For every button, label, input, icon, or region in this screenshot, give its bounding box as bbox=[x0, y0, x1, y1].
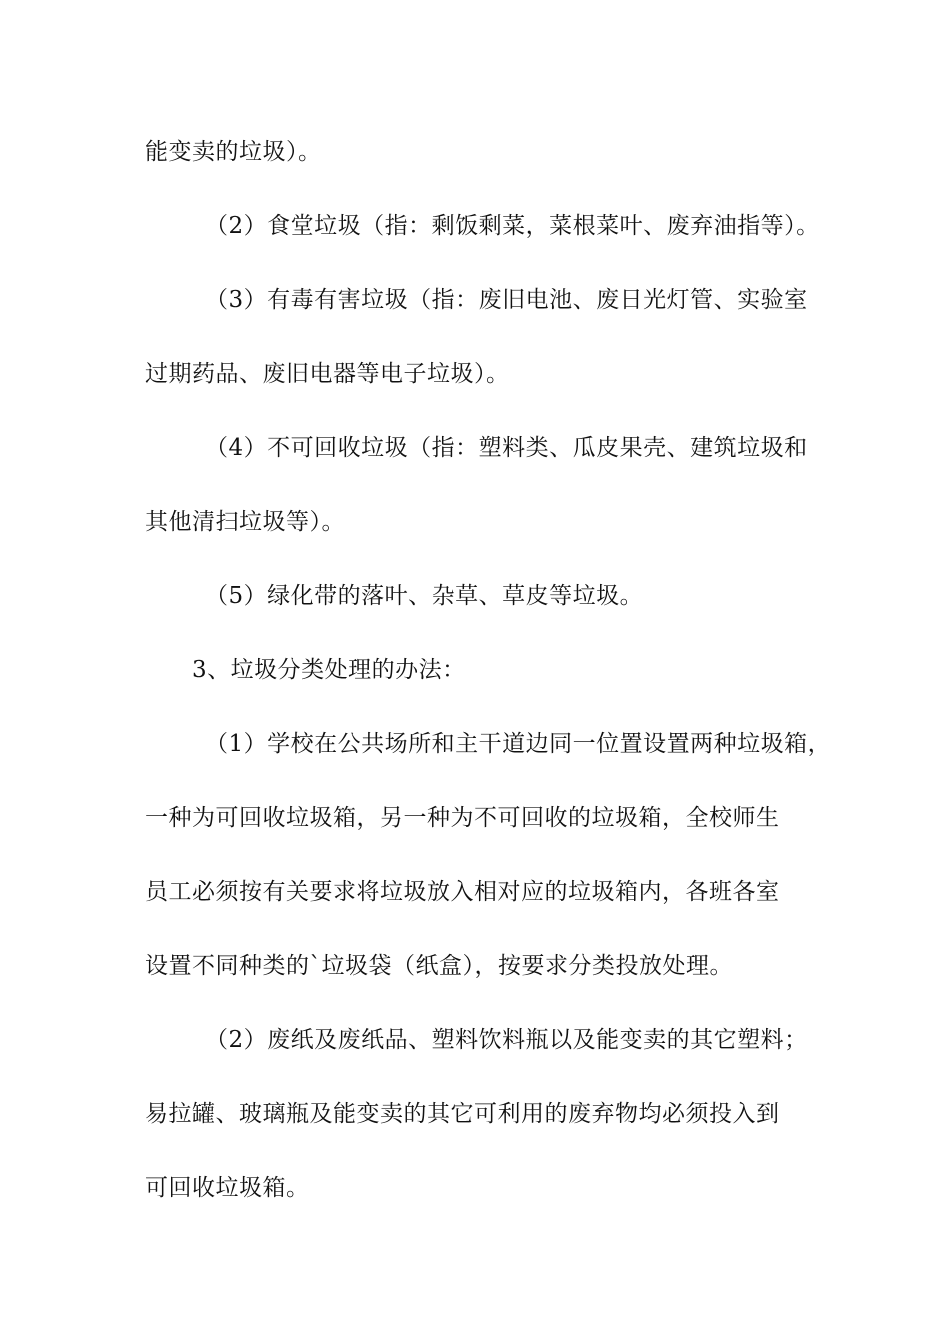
text-line-4: 过期药品、废旧电器等电子垃圾）。 bbox=[145, 361, 510, 387]
text-line-12: 设置不同种类的`垃圾袋（纸盒），按要求分类投放处理。 bbox=[145, 953, 733, 979]
text-line-13: （2）废纸及废纸品、塑料饮料瓶以及能变卖的其它塑料； bbox=[205, 1027, 808, 1053]
text-line-5: （4）不可回收垃圾（指：塑料类、瓜皮果壳、建筑垃圾和 bbox=[205, 435, 808, 461]
text-line-6: 其他清扫垃圾等）。 bbox=[145, 509, 345, 535]
text-line-1: 能变卖的垃圾）。 bbox=[145, 139, 322, 165]
text-line-10: 一种为可回收垃圾箱，另一种为不可回收的垃圾箱，全校师生 bbox=[145, 805, 780, 831]
text-line-11: 员工必须按有关要求将垃圾放入相对应的垃圾箱内，各班各室 bbox=[145, 879, 780, 905]
text-line-7: （5）绿化带的落叶、杂草、草皮等垃圾。 bbox=[205, 583, 644, 609]
text-line-3: （3）有毒有害垃圾（指：废旧电池、废日光灯管、实验室 bbox=[205, 287, 808, 313]
section-heading: 3、垃圾分类处理的办法： bbox=[192, 657, 466, 683]
text-line-9: （1）学校在公共场所和主干道边同一位置设置两种垃圾箱， bbox=[205, 731, 832, 757]
text-line-15: 可回收垃圾箱。 bbox=[145, 1175, 310, 1201]
text-line-14: 易拉罐、玻璃瓶及能变卖的其它可利用的废弃物均必须投入到 bbox=[145, 1101, 780, 1127]
text-line-2: （2）食堂垃圾（指：剩饭剩菜，菜根菜叶、废弃油指等）。 bbox=[205, 213, 820, 239]
